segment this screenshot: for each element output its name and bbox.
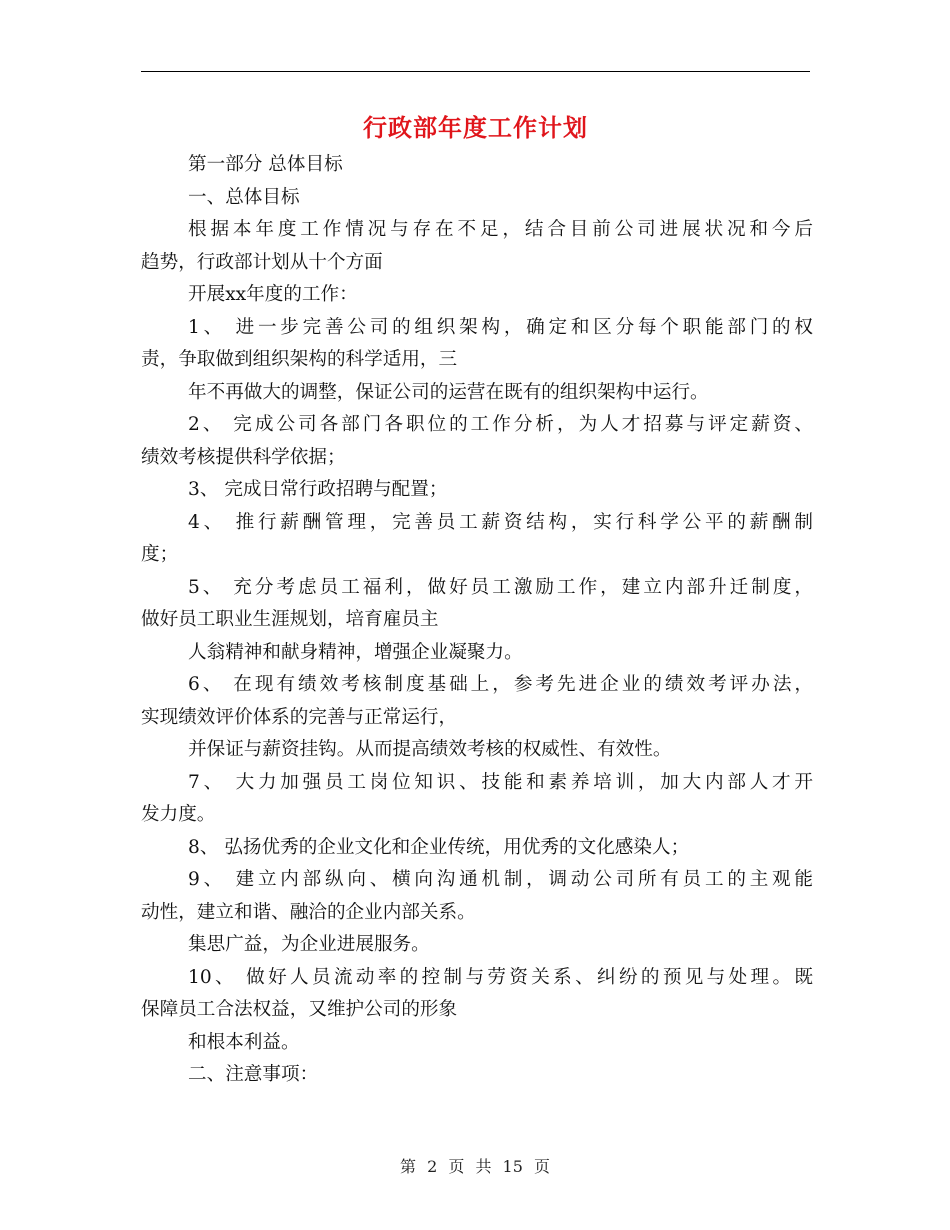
text-line: 9、 建立内部纵向、横向沟通机制，调动公司所有员工的主观能 [188,869,813,890]
text-line: 7、 大力加强员工岗位知识、技能和素养培训，加大内部人才开 [188,771,813,793]
text-line: 趋势，行政部计划从十个方面 [141,251,383,273]
text-line: 第一部分 总体目标 [188,154,343,175]
document-title: 行政部年度工作计划 [363,113,588,142]
text-line: 年不再做大的调整，保证公司的运营在既有的组织架构中运行。 [188,381,709,403]
text-line: 人翁精神和献身精神，增强企业凝聚力。 [188,641,523,663]
text-line: 4、 推行薪酬管理，完善员工薪资结构，实行科学公平的薪酬制 [188,511,813,533]
text-line: 绩效考核提供科学依据； [141,446,346,468]
header-rule [141,71,810,72]
text-line: 根据本年度工作情况与存在不足，结合目前公司进展状况和今后 [188,219,813,240]
text-line: 并保证与薪资挂钩。从而提高绩效考核的权威性、有效性。 [188,739,672,760]
document-body [141,149,813,1092]
text-line: 动性，建立和谐、融洽的企业内部关系。 [141,901,476,923]
text-line: 责，争取做到组织架构的科学适用，三 [141,349,458,370]
text-line: 实现绩效评价体系的完善与正常运行， [141,706,458,728]
text-line: 度； [141,544,179,565]
text-line: 5、 充分考虑员工福利，做好员工激励工作，建立内部升迁制度， [188,576,813,598]
text-line: 10、 做好人员流动率的控制与劳资关系、纠纷的预见与处理。既 [188,966,813,988]
text-line: 和根本利益。 [188,1031,300,1053]
text-line: 一、总体目标 [188,186,300,208]
text-line: 8、 弘扬优秀的企业文化和企业传统，用优秀的文化感染人； [188,836,690,858]
text-line: 开展xx年度的工作： [188,284,358,305]
text-line: 保障员工合法权益，又维护公司的形象 [141,999,458,1020]
text-line: 2、 完成公司各部门各职位的工作分析，为人才招募与评定薪资、 [188,414,813,435]
text-line: 二、注意事项： [188,1064,319,1085]
text-line: 6、 在现有绩效考核制度基础上，参考先进企业的绩效考评办法， [188,674,813,695]
text-line: 3、 完成日常行政招聘与配置； [188,479,448,500]
text-line: 集思广益，为企业进展服务。 [188,934,430,955]
text-line: 做好员工职业生涯规划，培育雇员主 [141,609,439,630]
page-number-footer: 第 2 页 共 15 页 [400,1157,550,1176]
text-line: 发力度。 [141,804,216,825]
text-line: 1、 进一步完善公司的组织架构，确定和区分每个职能部门的权 [188,316,813,338]
